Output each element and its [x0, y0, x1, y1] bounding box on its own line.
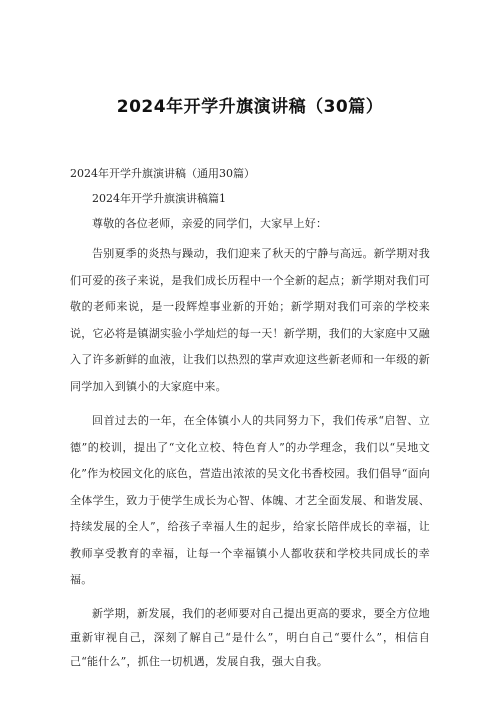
document-body	[70, 166, 430, 682]
paragraph-greeting: 尊敬的各位老师，亲爱的同学们，大家早上好：	[92, 217, 328, 230]
paragraph: 新学期，新发展，我们的老师要对自己提出更高的要求，要全方位地重新审视自己，深刻了解自己“是什么”，明白自己“要什么”，相信自己“能什么”，抓住一切机遇，发展自我，强大自我。	[70, 606, 430, 668]
section-heading: 2024年开学升旗演讲稿篇1	[92, 192, 226, 205]
paragraph: 告别夏季的炎热与躁动，我们迎来了秋天的宁静与高远。新学期对我们可爱的孩子来说，是我们成长历程中一个全新的起点；新学期对我们可敬的老师来说，是一段辉煌事业新的开始；新学期对我们可亲的学校来说，它必将是镇湖实验小学灿烂的每一天！新学期，我们的大家庭中又融入了许多新鲜的血液，让我们以热烈的掌声欢迎这些新老师和一年级的新同学加入到镇小的大家庭中来。	[70, 247, 430, 393]
document-subtitle: 2024年开学升旗演讲稿（通用30篇）	[70, 167, 255, 180]
document-title: 2024年开学升旗演讲稿（30篇）	[116, 97, 384, 117]
paragraph: 回首过去的一年，在全体镇小人的共同努力下，我们传承“启智、立德”的校训，提出了“文化立校、特色育人”的办学理念，我们以“吴地文化”作为校园文化的底色，营造出浓浓的吴文化书香校园。我们倡导“面向全体学生，致力于使学生成长为心智、体魄、才艺全面发展、和谐发展、持续发展的全人”，给孩子幸福人生的起步，给家长陪伴成长的幸福，让教师享受教育的幸福，让每一个幸福镇小人都收获和学校共同成长的幸福。	[70, 414, 430, 586]
